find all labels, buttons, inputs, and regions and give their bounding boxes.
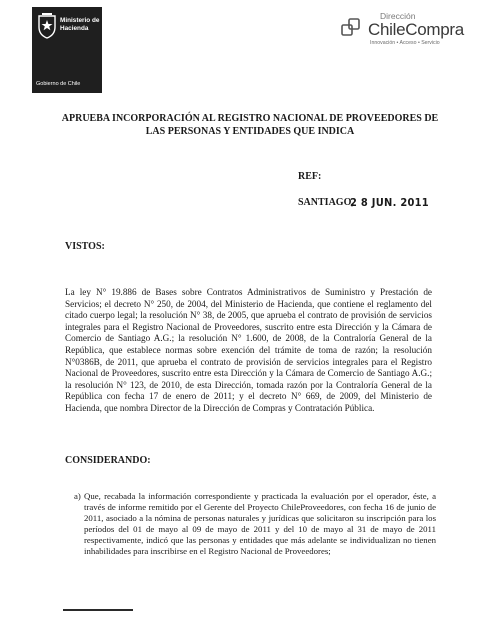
chilecompra-logo <box>340 11 480 51</box>
vistos-paragraph: La ley N° 19.886 de Bases sobre Contratos Administrativos de Suministro y Prestación de Servicios; el decreto N° 250, de 2004, del Ministerio de Hacienda, que contiene el reglamento del citado cuerpo legal; la resolución N° 38, de 2005, que aprueba el contrato de provisión de servicios integrales para el Registro Nacional de Proveedores, suscrito entre esta Dirección y la Cámara de Comercio de Santiago A.G.; la resolución N° 1.600, de 2008, de la Contraloría General de la República, que establece normas sobre exención del trámite de toma de razón; la resolución N°0386B, de 2011, que aprueba el contrato de provisión de servicios integrales para el Registro Nacional de Proveedores, suscrito entre esta Dirección y la Cámara de Comercio de Santiago A.G.; la resolución N° 123, de 2010, de esta Dirección, tomada razón por la Contraloría General de la República con fecha 17 de enero de 2011; y el decreto N° 669, de 2009, del Ministerio de Hacienda, que nombra Director de la Dirección de Compras y Contratación Pública. <box>65 287 432 413</box>
place-label: SANTIAGO, <box>298 197 354 208</box>
vistos-heading: VISTOS: <box>65 241 105 252</box>
item-marker: a) <box>74 491 81 501</box>
date-stamp: 2 8 JUN. 2011 <box>350 196 429 209</box>
title-line-1: APRUEBA INCORPORACIÓN AL REGISTRO NACIONAL DE PROVEEDORES DE <box>61 113 439 124</box>
chile-coat-of-arms-icon <box>36 12 58 40</box>
chilecompra-emblem-icon <box>340 17 362 39</box>
document-title <box>50 112 450 138</box>
chilecompra-name: ChileCompra <box>368 20 464 39</box>
chilecompra-direction: Dirección <box>380 11 416 21</box>
title-line-2: LAS PERSONAS Y ENTIDADES QUE INDICA <box>145 126 355 137</box>
considerando-heading: CONSIDERANDO: <box>65 455 151 466</box>
ref-label: REF: <box>298 171 322 182</box>
footer-rule <box>63 609 133 611</box>
item-text: Que, recabada la información correspondiente y practicada la evaluación por el operador, éste, a través de informe remitido por el Gerente del Proyecto ChileProveedores, con fecha 16 de junio de 2011, asociado a la nómina de personas naturales y jurídicas que solicitaron su inscripción para los períodos del 01 de mayo al 09 de mayo de 2011 y del 10 de mayo al 31 de mayo de 2011 respectivamente, indicó que las personas y entidades que más adelante se individualizan no tienen inhabilidades para inscribirse en el Registro Nacional de Proveedores; <box>84 491 436 556</box>
gobierno-de-chile-logo <box>32 7 102 93</box>
chilecompra-tagline: Innovación • Acceso • Servicio <box>370 40 440 46</box>
considerando-item-a <box>74 491 436 557</box>
government-label: Gobierno de Chile <box>36 81 81 87</box>
ministry-name: Ministerio de Hacienda <box>60 17 100 32</box>
